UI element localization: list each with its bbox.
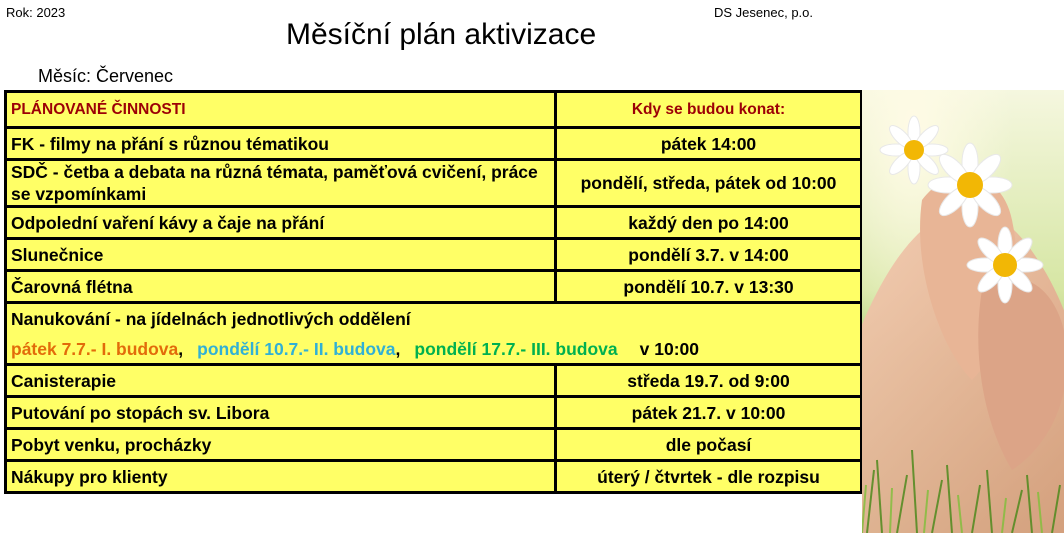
activity-cell: Pobyt venku, procházky <box>6 429 556 461</box>
ice-cream-schedule-cell: pátek 7.7.- I. budova, pondělí 10.7.- II. budova, pondělí 17.7.- III. budova v 10:00 <box>6 334 862 365</box>
month-label: Měsíc: Červenec <box>38 66 174 86</box>
table-row <box>6 239 862 271</box>
activity-cell: Putování po stopách sv. Libora <box>6 397 556 429</box>
daisy-feet-photo <box>862 90 1064 533</box>
activity-plan-table <box>4 90 863 494</box>
when-cell: dle počasí <box>556 429 862 461</box>
activity-cell: SDČ - četba a debata na různá témata, paměťová cvičení, práce se vzpomínkami <box>6 160 556 207</box>
organization-label: DS Jesenec, p.o. <box>714 5 813 20</box>
ice-cream-building-2: pondělí 10.7.- II. budova <box>197 338 396 359</box>
table-row <box>6 397 862 429</box>
ice-cream-title-cell: Nanukování - na jídelnách jednotlivých oddělení <box>6 303 862 334</box>
table-header-row <box>6 92 862 128</box>
year-label: Rok: 2023 <box>6 5 66 20</box>
when-cell: pondělí, středa, pátek od 10:00 <box>556 160 862 207</box>
when-cell: pátek 21.7. v 10:00 <box>556 397 862 429</box>
when-cell: pátek 14:00 <box>556 128 862 160</box>
table-row <box>6 334 862 365</box>
table-row <box>6 207 862 239</box>
table-row <box>6 429 862 461</box>
when-cell: pondělí 10.7. v 13:30 <box>556 271 862 303</box>
page-title: Měsíční plán aktivizace <box>286 18 597 51</box>
ice-cream-time: v 10:00 <box>639 338 699 359</box>
header-activity: PLÁNOVANÉ ČINNOSTI <box>6 92 556 128</box>
activity-cell: Nákupy pro klienty <box>6 461 556 493</box>
ice-cream-building-3: pondělí 17.7.- III. budova <box>414 338 618 359</box>
activity-cell: FK - filmy na přání s různou tématikou <box>6 128 556 160</box>
activity-cell: Odpolední vaření kávy a čaje na přání <box>6 207 556 239</box>
ice-cream-building-1: pátek 7.7.- I. budova <box>11 338 179 359</box>
when-cell: pondělí 3.7. v 14:00 <box>556 239 862 271</box>
when-cell: každý den po 14:00 <box>556 207 862 239</box>
table-row <box>6 365 862 397</box>
table-row <box>6 461 862 493</box>
table-row <box>6 128 862 160</box>
when-cell: středa 19.7. od 9:00 <box>556 365 862 397</box>
header-when: Kdy se budou konat: <box>556 92 862 128</box>
table-row <box>6 160 862 207</box>
table-row <box>6 271 862 303</box>
when-cell: úterý / čtvrtek - dle rozpisu <box>556 461 862 493</box>
activity-cell: Slunečnice <box>6 239 556 271</box>
activity-cell: Canisterapie <box>6 365 556 397</box>
table-row <box>6 303 862 334</box>
activity-cell: Čarovná flétna <box>6 271 556 303</box>
